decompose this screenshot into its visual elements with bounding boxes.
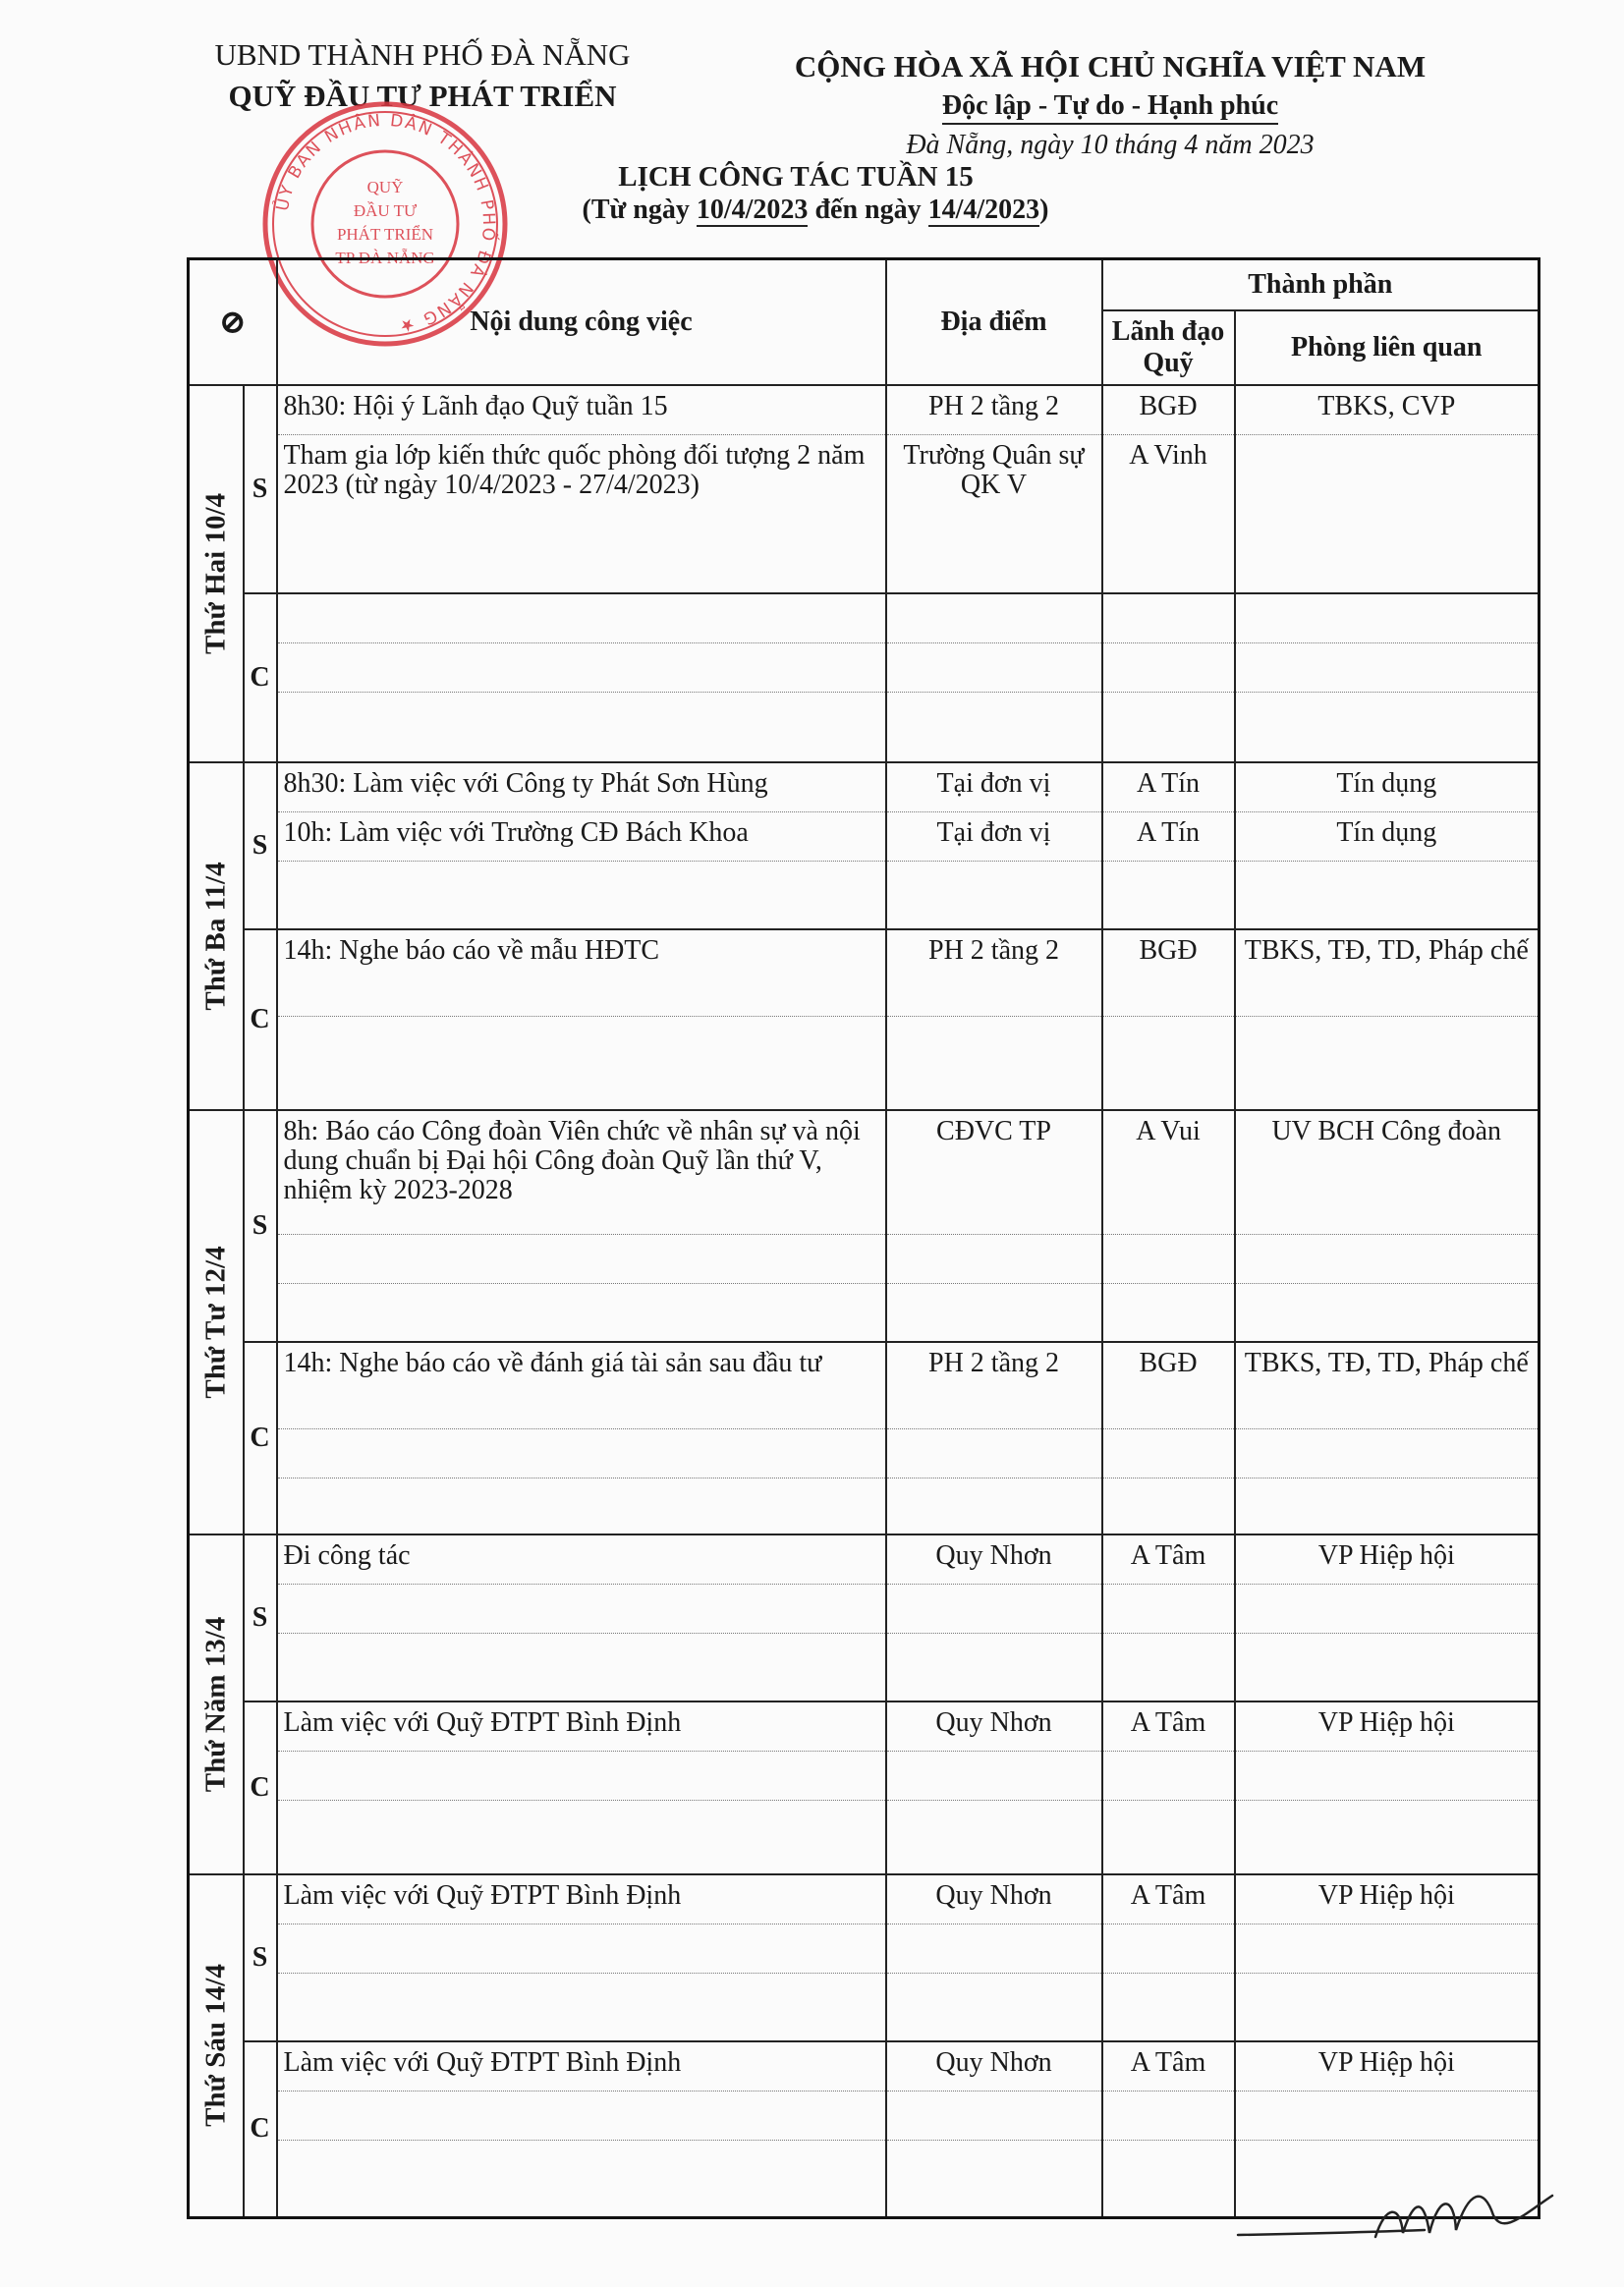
blank-line: [1103, 1478, 1234, 1528]
blank-line: [278, 594, 885, 643]
session-label: C: [244, 1342, 277, 1534]
task-leader: BGĐ: [1103, 386, 1234, 435]
session-label: C: [244, 1701, 277, 1874]
blank-line: [1103, 1752, 1234, 1801]
session-label: C: [244, 593, 277, 762]
org-parent-name: UBND THÀNH PHỐ ĐÀ NẴNG: [214, 37, 631, 72]
blank-line: [278, 1801, 885, 1850]
blank-line: [1236, 1478, 1539, 1528]
blank-line: [887, 1429, 1101, 1478]
day-cell: [189, 385, 244, 762]
task-location: Tại đơn vị: [887, 812, 1101, 862]
clock-icon: ⊘: [218, 304, 247, 341]
blank-line: [887, 1752, 1101, 1801]
task-location-cell: [886, 1701, 1102, 1874]
date-range: [511, 195, 1120, 226]
blank-line: [1236, 1284, 1539, 1333]
col-dept-header: Phòng liên quan: [1235, 310, 1540, 385]
task-dept-cell: [1235, 1534, 1540, 1701]
blank-line: [1236, 2092, 1539, 2141]
task-location: PH 2 tầng 2: [887, 1343, 1101, 1429]
blank-line: [1103, 1284, 1234, 1333]
task-location-cell: [886, 1342, 1102, 1534]
blank-line: [278, 1924, 885, 1974]
blank-line: [887, 1235, 1101, 1284]
task-location-cell: [886, 385, 1102, 593]
col-content-header: Nội dung công việc: [277, 259, 886, 385]
task-dept: Tín dụng: [1236, 763, 1539, 812]
task-leader: A Vui: [1103, 1111, 1234, 1235]
task-content: Làm việc với Quỹ ĐTPT Bình Định: [278, 2042, 885, 2092]
blank-line: [278, 1585, 885, 1634]
task-location: PH 2 tầng 2: [887, 930, 1101, 1017]
session-label: S: [244, 762, 277, 929]
task-dept: TBKS, CVP: [1236, 386, 1539, 435]
blank-line: [887, 1017, 1101, 1066]
blank-line: [1236, 643, 1539, 693]
national-title: CỘNG HÒA XÃ HỘI CHỦ NGHĨA VIỆT NAM: [794, 49, 1427, 84]
blank-line: [1103, 594, 1234, 643]
date-range-post: ): [1039, 195, 1049, 225]
task-dept: Tín dụng: [1236, 812, 1539, 862]
blank-line: [1236, 1017, 1539, 1066]
blank-line: [887, 1924, 1101, 1974]
task-content: 10h: Làm việc với Trường CĐ Bách Khoa: [278, 812, 885, 862]
task-dept: TBKS, TĐ, TD, Pháp chế: [1236, 1343, 1539, 1429]
task-dept: VP Hiệp hội: [1236, 2042, 1539, 2092]
task-location: Quy Nhơn: [887, 2042, 1101, 2092]
session-label: C: [244, 2041, 277, 2218]
blank-line: [887, 2141, 1101, 2190]
date-range-mid: đến ngày: [808, 195, 928, 225]
task-content: 8h30: Làm việc với Công ty Phát Sơn Hùng: [278, 763, 885, 812]
day-label: Thứ Sáu 14/4: [199, 1964, 232, 2128]
session-row: [189, 1342, 1540, 1534]
blank-line: [1236, 693, 1539, 742]
task-content: 14h: Nghe báo cáo về mẫu HĐTC: [278, 930, 885, 1017]
day-cell: [189, 1874, 244, 2218]
session-label: S: [244, 1874, 277, 2041]
task-leader-cell: [1102, 2041, 1235, 2218]
blank-line: [278, 1284, 885, 1333]
day-cell: [189, 1534, 244, 1874]
col-members-header: Thành phần: [1102, 259, 1540, 310]
blank-line: [887, 1974, 1101, 2023]
blank-line: [1236, 1585, 1539, 1634]
session-row: [189, 1701, 1540, 1874]
task-dept: VP Hiệp hội: [1236, 1702, 1539, 1752]
blank-line: [1103, 1974, 1234, 2023]
blank-line: [278, 1017, 885, 1066]
task-location-cell: [886, 929, 1102, 1110]
task-content-cell: [277, 929, 886, 1110]
task-content-cell: [277, 1534, 886, 1701]
blank-line: [887, 862, 1101, 911]
task-content: Làm việc với Quỹ ĐTPT Bình Định: [278, 1702, 885, 1752]
task-location: CĐVC TP: [887, 1111, 1101, 1235]
task-dept-cell: [1235, 762, 1540, 929]
blank-line: [1236, 1974, 1539, 2023]
blank-line: [278, 2092, 885, 2141]
task-location: Trường Quân sự QK V: [903, 439, 1085, 500]
task-leader-cell: [1102, 762, 1235, 929]
blank-line: [1103, 693, 1234, 742]
blank-line: [278, 1235, 885, 1284]
schedule-body: [189, 385, 1540, 2218]
blank-line: [278, 1752, 885, 1801]
day-label: Thứ Năm 13/4: [199, 1616, 232, 1792]
session-label: S: [244, 1110, 277, 1342]
task-content-cell: [277, 1701, 886, 1874]
task-dept-cell: [1235, 1110, 1540, 1342]
dateline: Đà Nẵng, ngày 10 tháng 4 năm 2023: [906, 130, 1315, 160]
day-cell: [189, 1110, 244, 1534]
task-content-cell: [277, 385, 886, 593]
blank-line: [1103, 2141, 1234, 2190]
task-leader: A Tín: [1103, 812, 1234, 862]
task-content-cell: [277, 593, 886, 762]
blank-line: [887, 643, 1101, 693]
session-label: C: [244, 929, 277, 1110]
task-dept: UV BCH Công đoàn: [1236, 1111, 1539, 1235]
task-dept-cell: [1235, 929, 1540, 1110]
motto-text: Độc lập - Tự do - Hạnh phúc: [942, 90, 1278, 125]
task-dept: VP Hiệp hội: [1236, 1535, 1539, 1585]
task-location-cell: [886, 1110, 1102, 1342]
col-leader-header: Lãnh đạo Quỹ: [1102, 310, 1235, 385]
day-label: Thứ Hai 10/4: [199, 492, 232, 654]
blank-line: [278, 1478, 885, 1528]
org-name: QUỸ ĐẦU TƯ PHÁT TRIỂN: [228, 79, 617, 113]
task-location-cell: [886, 1874, 1102, 2041]
svg-text:QUỸ: QUỸ: [366, 178, 404, 196]
task-dept: VP Hiệp hội: [1236, 1875, 1539, 1924]
task-location-cell: [886, 2041, 1102, 2218]
svg-text:ĐẦU TƯ: ĐẦU TƯ: [353, 201, 418, 220]
task-leader: A Tín: [1103, 763, 1234, 812]
task-leader-cell: [1102, 593, 1235, 762]
blank-line: [278, 693, 885, 742]
blank-line: [887, 2092, 1101, 2141]
task-location-cell: [886, 1534, 1102, 1701]
task-leader-cell: [1102, 1874, 1235, 2041]
task-location-cell: [886, 593, 1102, 762]
day-cell: [189, 762, 244, 1110]
task-content-cell: [277, 2041, 886, 2218]
schedule-table: [187, 257, 1540, 2219]
day-label: Thứ Ba 11/4: [199, 861, 232, 1011]
blank-line: [1236, 1634, 1539, 1683]
task-dept: [1236, 435, 1539, 559]
session-row: [189, 385, 1540, 593]
blank-line: [1236, 1801, 1539, 1850]
blank-line: [1236, 1235, 1539, 1284]
session-row: [189, 1874, 1540, 2041]
svg-text:PHÁT TRIỂN: PHÁT TRIỂN: [336, 225, 434, 244]
task-content: Làm việc với Quỹ ĐTPT Bình Định: [278, 1875, 885, 1924]
task-leader-cell: [1102, 385, 1235, 593]
task-leader: A Vinh: [1129, 439, 1207, 471]
session-label: S: [244, 385, 277, 593]
task-leader: BGĐ: [1103, 930, 1234, 1017]
blank-line: [278, 862, 885, 911]
blank-line: [887, 1478, 1101, 1528]
task-content: 14h: Nghe báo cáo về đánh giá tài sản sau đầu tư: [278, 1343, 885, 1429]
task-leader-cell: [1102, 1701, 1235, 1874]
col-location-header: Địa điểm: [886, 259, 1102, 385]
session-row: [189, 1534, 1540, 1701]
blank-line: [1103, 1801, 1234, 1850]
task-location: Quy Nhơn: [887, 1535, 1101, 1585]
task-dept-cell: [1235, 1701, 1540, 1874]
task-content-cell: [277, 762, 886, 929]
session-row: [189, 929, 1540, 1110]
blank-line: [887, 594, 1101, 643]
blank-line: [278, 1974, 885, 2023]
national-motto: [766, 90, 1454, 122]
blank-line: [1236, 1752, 1539, 1801]
task-leader-cell: [1102, 1534, 1235, 1701]
blank-line: [1236, 594, 1539, 643]
task-location: PH 2 tầng 2: [887, 386, 1101, 435]
task-content-cell: [277, 1874, 886, 2041]
blank-line: [278, 2141, 885, 2190]
task-dept-cell: [1235, 385, 1540, 593]
task-leader: A Tâm: [1103, 2042, 1234, 2092]
task-location: Quy Nhơn: [887, 1875, 1101, 1924]
task-location: Quy Nhơn: [887, 1702, 1101, 1752]
session-row: [189, 593, 1540, 762]
date-range-from: 10/4/2023: [696, 195, 809, 225]
blank-line: [887, 1585, 1101, 1634]
blank-line: [1103, 1235, 1234, 1284]
task-location-cell: [886, 762, 1102, 929]
blank-line: [278, 1429, 885, 1478]
blank-line: [1103, 643, 1234, 693]
blank-line: [278, 1634, 885, 1683]
clock-header: [189, 259, 277, 385]
blank-line: [1236, 1429, 1539, 1478]
session-label: S: [244, 1534, 277, 1701]
blank-line: [1103, 1017, 1234, 1066]
task-dept-cell: [1235, 1342, 1540, 1534]
signature-icon: [1228, 2176, 1562, 2259]
blank-line: [1103, 862, 1234, 911]
blank-line: [887, 1634, 1101, 1683]
document-title: LỊCH CÔNG TÁC TUẦN 15: [618, 161, 974, 193]
task-leader: BGĐ: [1103, 1343, 1234, 1429]
blank-line: [887, 1284, 1101, 1333]
blank-line: [1236, 1924, 1539, 1974]
session-row: [189, 762, 1540, 929]
day-label: Thứ Tư 12/4: [199, 1245, 232, 1399]
task-leader-cell: [1102, 1110, 1235, 1342]
svg-text:ỦY BAN NHÂN DÂN THÀNH PHỐ ĐÀ N: ỦY BAN NHÂN DÂN THÀNH PHỐ ĐÀ NẴNG ★: [272, 110, 499, 337]
task-dept-cell: [1235, 593, 1540, 762]
blank-line: [887, 1801, 1101, 1850]
blank-line: [1103, 1924, 1234, 1974]
task-location: Tại đơn vị: [887, 763, 1101, 812]
task-leader-cell: [1102, 929, 1235, 1110]
task-leader: A Tâm: [1103, 1702, 1234, 1752]
task-leader: A Tâm: [1103, 1875, 1234, 1924]
task-leader: A Tâm: [1103, 1535, 1234, 1585]
blank-line: [1103, 2092, 1234, 2141]
task-content: Đi công tác: [278, 1535, 885, 1585]
session-row: [189, 1110, 1540, 1342]
blank-line: [1103, 1585, 1234, 1634]
date-range-pre: (Từ ngày: [582, 195, 697, 225]
blank-line: [1103, 1429, 1234, 1478]
blank-line: [1236, 862, 1539, 911]
task-dept: TBKS, TĐ, TD, Pháp chế: [1236, 930, 1539, 1017]
date-range-to: 14/4/2023: [927, 195, 1040, 225]
blank-line: [887, 693, 1101, 742]
task-content: 8h: Báo cáo Công đoàn Viên chức về nhân sự và nội dung chuẩn bị Đại hội Công đoàn Quỹ lần thứ V, nhiệm kỳ 2023-2028: [278, 1111, 885, 1235]
task-leader-cell: [1102, 1342, 1235, 1534]
blank-line: [278, 643, 885, 693]
task-content-cell: [277, 1342, 886, 1534]
task-content: 8h30: Hội ý Lãnh đạo Quỹ tuần 15: [278, 386, 885, 435]
task-content-cell: [277, 1110, 886, 1342]
blank-line: [1103, 1634, 1234, 1683]
task-content: Tham gia lớp kiến thức quốc phòng đối tượng 2 năm 2023 (từ ngày 10/4/2023 - 27/4/2023): [283, 439, 866, 500]
svg-text:TP ĐÀ NẴNG: TP ĐÀ NẴNG: [335, 249, 435, 267]
task-dept-cell: [1235, 1874, 1540, 2041]
